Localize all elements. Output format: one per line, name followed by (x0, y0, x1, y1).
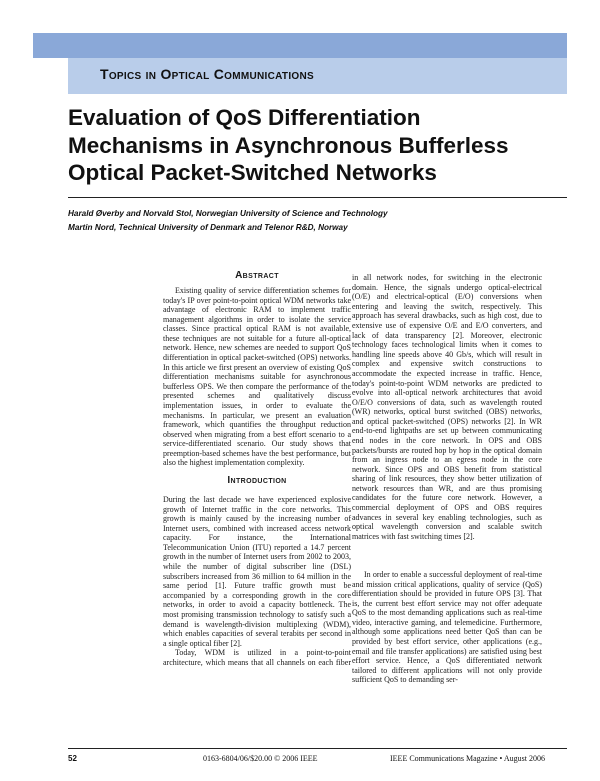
right-column (352, 273, 542, 685)
title-line: Mechanisms in Asynchronous Bufferless (68, 132, 509, 158)
left-column (163, 270, 351, 667)
copyright-line: 0163-6804/06/$20.00 © 2006 IEEE (203, 754, 318, 763)
author-line: Harald Øverby and Norvald Stol, Norwegian University of Science and Technology (68, 209, 388, 218)
author-line: Martin Nord, Technical University of Denmark and Telenor R&D, Norway (68, 223, 348, 232)
intro-paragraph-continued (352, 273, 542, 570)
title-line: Evaluation of QoS Differentiation (68, 105, 421, 130)
header-accent-band (33, 33, 567, 58)
introduction-heading: Introduction (227, 474, 287, 486)
intro-paragraph: During the last decade we have experienced explosive growth of Internet traffic in the core networks. This growth is mainly caused by the increasing number of Internet users, combined with increased access network capacity. For instance, the International Telecommunication Union (ITU) reported a 14.7 percent growth in the number of Internet users from 2002 to 2003, while the number of digital subscriber line (DSL) subscribers increased from 36 million to 64 million in the same period [1]. Future traffic growth must be accompanied by a corresponding growth in the core networks, in order to avoid a capacity bottleneck. The most promising transmission technology to satisfy such a demand is wavelength-division multiplexing (WDM), which enables capacities of several terabits per second in a single optical fiber [2]. (163, 494, 351, 648)
author-block (68, 207, 388, 235)
article-title (68, 104, 568, 187)
intro-paragraph: Today, WDM is utilized in a point-to-point architecture, which means that all channels on each fiber (163, 648, 351, 667)
title-rule (68, 197, 567, 198)
abstract-heading: Abstract (235, 270, 279, 281)
section-label: Topics in Optical Communications (100, 66, 314, 82)
intro-paragraph: In order to enable a successful deployment of real-time and mission critical applications, quality of service (QoS) differentiation should be provided in future OPS [3]. That is, the current best effort service may not offer adequate QoS to the most demanding applications such as real-time video, interactive gaming, and telemedicine. Furthermore, although some applications need better QoS than can be provided by best effort service, other applications (e.g., email and file transfer applications) are satisfied using best effort service. Hence, a QoS differentiated network tailored to different applications will not only provide sufficient QoS to demanding ser- (352, 570, 542, 685)
magazine-line: IEEE Communications Magazine • August 2006 (390, 754, 545, 763)
footer-rule (68, 748, 567, 749)
page-number: 52 (68, 754, 77, 763)
abstract-text: Existing quality of service differentiation schemes for today's IP over point-to-point optical WDM networks take advantage of electronic RAM to implement traffic management algorithms in order to isolate the service classes. Since practical optical RAM is not available, these techniques are not suitable for a future all-optical network. Hence, new schemes are needed to support QoS differentiation in optical packet-switched (OPS) networks. In this article we first present an overview of existing QoS differentiation mechanisms suitable for asynchronous bufferless OPS. We then compare the performance of the presented schemes and qualitatively discuss implementation issues, in order to evaluate the mechanisms. In particular, we present an evaluation framework, which quantifies the throughput reduction observed when migrating from a best effort scenario to a service-differentiated scenario. Our study shows that preemption-based schemes have the best performance, but also the highest implementation complexity. (163, 286, 351, 468)
intro-paragraph-flow: in all network nodes, for switching in the electronic domain. Hence, the signals undergo optical-electrical (O/E) and electrical-optical (E/O) conversions when entering and leaving the switch, respectively. This approach has several drawbacks, such as high cost, due to extensive use of expensive O/E and E/O converters, and lack of data transparency [2]. Moreover, electronic technology faces technological limits when it comes to handling line speeds above 40 Gb/s, which will result in complex and expensive switch constructions to accommodate the expected increase in traffic. Hence, today's point-to-point WDM networks are predicted to evolve into all-optical network architectures that avoid O/E/O conversions of data, such as wavelength routed (WR) networks, optical burst switched (OBS) networks, and optical packet-switched (OPS) networks [2]. In WR end-to-end lightpaths are set up between communicating end nodes in the core network. In OPS and OBS packets/bursts are routed hop by hop in the optical domain from an ingress node to an egress node in the core network. Since OPS and OBS benefit from statistical sharing of link resources, they show better utilization of network resources than WR, and are thus promising candidates for the future core network. However, a commercial deployment of OPS and OBS requires advances in several key enabling technologies, such as optical wavelength conversion and scalable switch matrices with fast switching times [2]. (352, 273, 542, 541)
title-line: Optical Packet-Switched Networks (68, 160, 437, 185)
